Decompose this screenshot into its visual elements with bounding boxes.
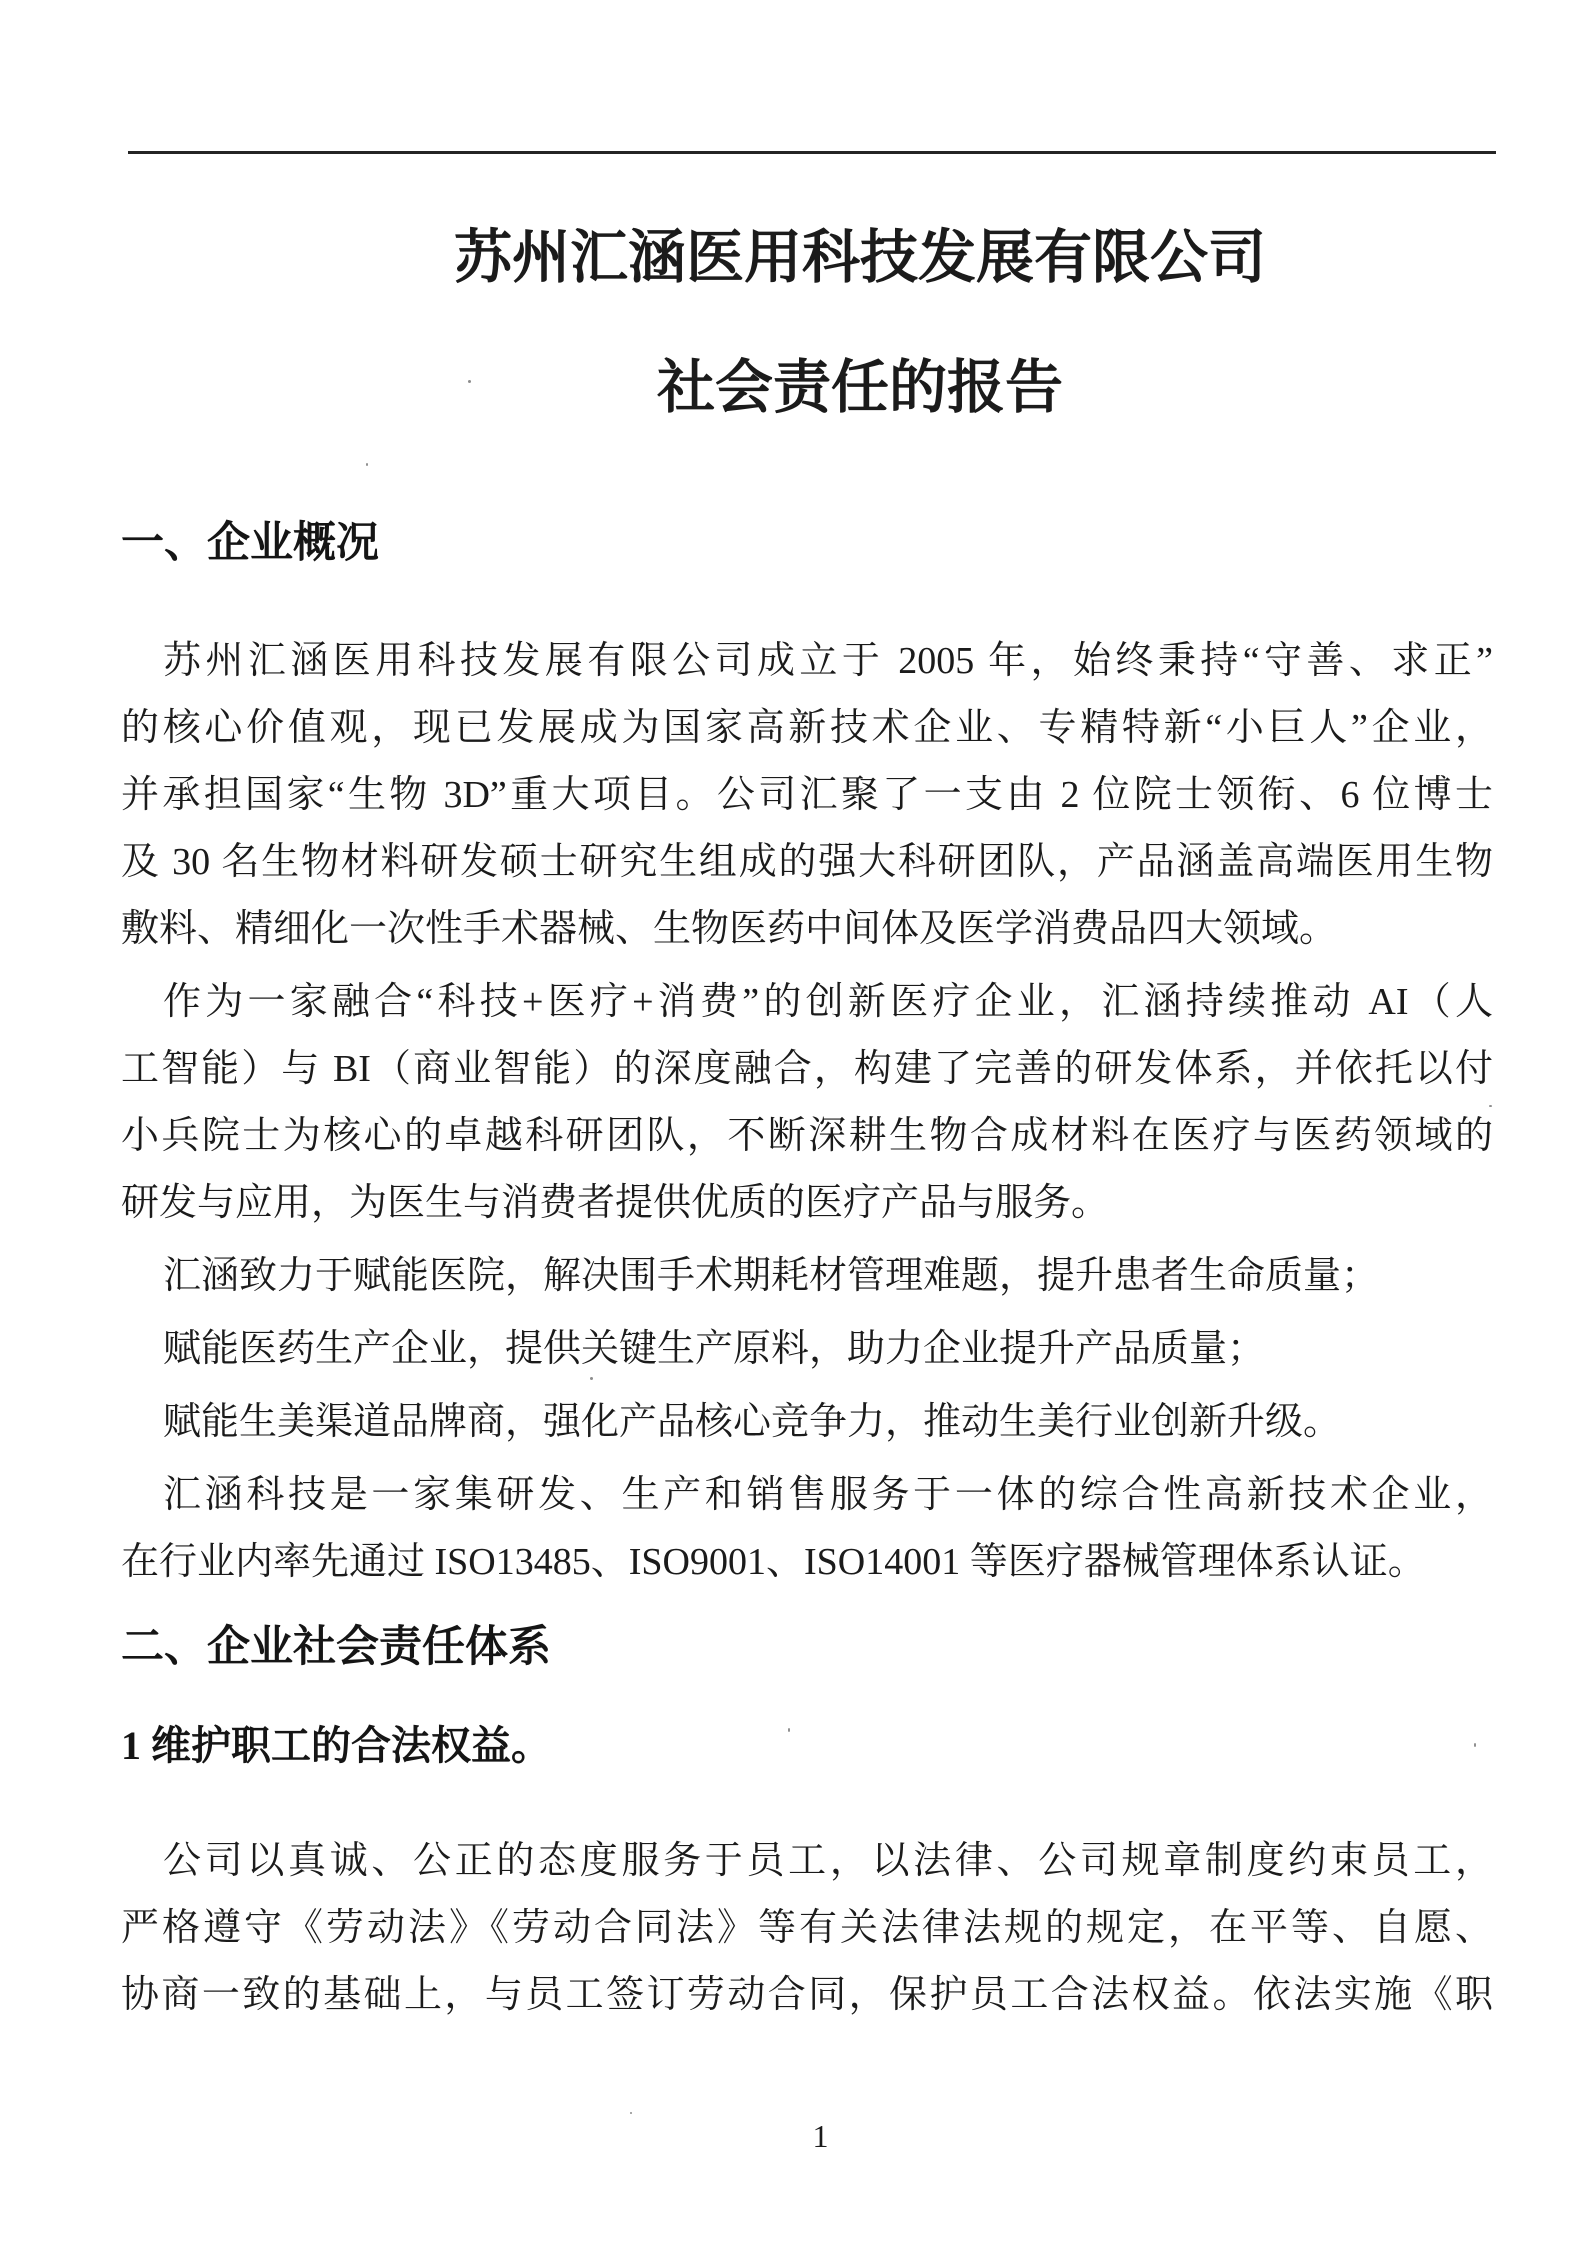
scan-speck bbox=[1474, 1743, 1476, 1747]
text-line: 的核心价值观，现已发展成为国家高新技术企业、专精特新“小巨人”企业， bbox=[121, 707, 1493, 749]
paragraph bbox=[121, 969, 1493, 1237]
text-line: 汇涵科技是一家集研发、生产和销售服务于一体的综合性高新技术企业， bbox=[163, 1474, 1493, 1516]
document-subtitle: 社会责任的报告 bbox=[656, 355, 1063, 420]
scan-speck bbox=[630, 2112, 632, 2114]
text-line: 协商一致的基础上，与员工签订劳动合同，保护员工合法权益。依法实施《职 bbox=[121, 1974, 1493, 2016]
text-line: 作为一家融合“科技+医疗+消费”的创新医疗企业，汇涵持续推动 AI（人 bbox=[163, 981, 1493, 1023]
text-line: 工智能）与 BI（商业智能）的深度融合，构建了完善的研发体系，并依托以付 bbox=[121, 1048, 1493, 1090]
text-line: 公司以真诚、公正的态度服务于员工，以法律、公司规章制度约束员工， bbox=[163, 1840, 1493, 1882]
scan-speck bbox=[590, 1377, 593, 1380]
text-line: 在行业内率先通过 ISO13485、ISO9001、ISO14001 等医疗器械管理体系认证。 bbox=[121, 1541, 1426, 1583]
text-line: 赋能生美渠道品牌商，强化产品核心竞争力，推动生美行业创新升级。 bbox=[163, 1401, 1342, 1443]
paragraph bbox=[121, 1462, 1493, 1596]
paragraph bbox=[121, 1828, 1493, 2029]
text-line: 小兵院士为核心的卓越科研团队，不断深耕生物合成材料在医疗与医药领域的 bbox=[121, 1115, 1493, 1157]
paragraph bbox=[121, 1243, 1493, 1310]
text-line: 苏州汇涵医用科技发展有限公司成立于 2005 年，始终秉持“守善、求正” bbox=[163, 640, 1493, 682]
document-body bbox=[121, 516, 1493, 2029]
text-line: 赋能医药生产企业，提供关键生产原料，助力企业提升产品质量； bbox=[163, 1328, 1266, 1370]
section-subheading: 1 维护职工的合法权益。 bbox=[121, 1723, 551, 1768]
paragraph bbox=[121, 628, 1493, 963]
scan-speck bbox=[788, 1728, 790, 1732]
document-title: 苏州汇涵医用科技发展有限公司 bbox=[453, 225, 1266, 290]
text-line: 敷料、精细化一次性手术器械、生物医药中间体及医学消费品四大领域。 bbox=[121, 908, 1338, 950]
text-line: 并承担国家“生物 3D”重大项目。公司汇聚了一支由 2 位院士领衔、6 位博士 bbox=[121, 774, 1493, 816]
page-number: 1 bbox=[812, 2118, 829, 2154]
text-line: 汇涵致力于赋能医院，解决围手术期耗材管理难题，提升患者生命质量； bbox=[163, 1255, 1380, 1297]
header-rule bbox=[128, 151, 1496, 154]
paragraph bbox=[121, 1316, 1493, 1383]
scan-speck bbox=[366, 463, 368, 466]
scan-speck bbox=[468, 380, 471, 383]
text-line: 及 30 名生物材料研发硕士研究生组成的强大科研团队，产品涵盖高端医用生物 bbox=[121, 841, 1493, 883]
text-line: 严格遵守《劳动法》《劳动合同法》等有关法律法规的规定，在平等、自愿、 bbox=[121, 1907, 1493, 1949]
scan-speck bbox=[1489, 1105, 1492, 1107]
paragraph bbox=[121, 1389, 1493, 1456]
section-heading: 一、企业概况 bbox=[121, 520, 379, 567]
section-heading: 二、企业社会责任体系 bbox=[121, 1624, 551, 1671]
text-line: 研发与应用，为医生与消费者提供优质的医疗产品与服务。 bbox=[121, 1182, 1110, 1224]
